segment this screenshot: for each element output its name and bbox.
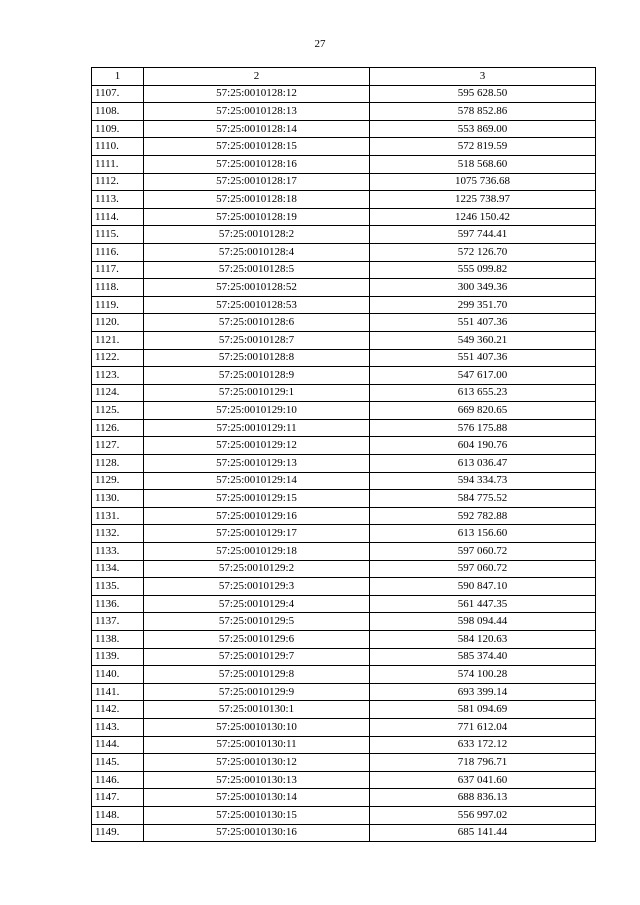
cadastral-number-cell: 57:25:0010129:6 bbox=[144, 631, 370, 649]
cadastral-number-cell: 57:25:0010128:14 bbox=[144, 120, 370, 138]
value-cell: 1225 738.97 bbox=[370, 191, 596, 209]
row-number-cell: 1113. bbox=[92, 191, 144, 209]
cadastral-number-cell: 57:25:0010129:17 bbox=[144, 525, 370, 543]
cadastral-number-cell: 57:25:0010129:14 bbox=[144, 472, 370, 490]
value-cell: 597 744.41 bbox=[370, 226, 596, 244]
cadastral-number-cell: 57:25:0010129:16 bbox=[144, 507, 370, 525]
row-number-cell: 1149. bbox=[92, 824, 144, 842]
value-cell: 613 655.23 bbox=[370, 384, 596, 402]
value-cell: 590 847.10 bbox=[370, 578, 596, 596]
cadastral-number-cell: 57:25:0010130:15 bbox=[144, 806, 370, 824]
cadastral-number-cell: 57:25:0010129:12 bbox=[144, 437, 370, 455]
row-number-cell: 1107. bbox=[92, 85, 144, 103]
cadastral-number-cell: 57:25:0010128:5 bbox=[144, 261, 370, 279]
table-row bbox=[92, 648, 596, 666]
cadastral-value-table bbox=[91, 67, 596, 842]
table-row bbox=[92, 261, 596, 279]
row-number-cell: 1111. bbox=[92, 155, 144, 173]
table-row bbox=[92, 718, 596, 736]
value-cell: 581 094.69 bbox=[370, 701, 596, 719]
table-row bbox=[92, 824, 596, 842]
cadastral-number-cell: 57:25:0010128:6 bbox=[144, 314, 370, 332]
row-number-cell: 1109. bbox=[92, 120, 144, 138]
cadastral-number-cell: 57:25:0010128:53 bbox=[144, 296, 370, 314]
row-number-cell: 1120. bbox=[92, 314, 144, 332]
table-row bbox=[92, 754, 596, 772]
row-number-cell: 1137. bbox=[92, 613, 144, 631]
table-row bbox=[92, 226, 596, 244]
row-number-cell: 1144. bbox=[92, 736, 144, 754]
table-row bbox=[92, 155, 596, 173]
value-cell: 688 836.13 bbox=[370, 789, 596, 807]
cadastral-number-cell: 57:25:0010128:7 bbox=[144, 331, 370, 349]
row-number-cell: 1121. bbox=[92, 331, 144, 349]
table-row bbox=[92, 419, 596, 437]
table-row bbox=[92, 507, 596, 525]
value-cell: 598 094.44 bbox=[370, 613, 596, 631]
cadastral-number-cell: 57:25:0010128:19 bbox=[144, 208, 370, 226]
cadastral-number-cell: 57:25:0010130:16 bbox=[144, 824, 370, 842]
table-row bbox=[92, 525, 596, 543]
value-cell: 669 820.65 bbox=[370, 402, 596, 420]
cadastral-number-cell: 57:25:0010130:13 bbox=[144, 771, 370, 789]
value-cell: 556 997.02 bbox=[370, 806, 596, 824]
cadastral-number-cell: 57:25:0010130:12 bbox=[144, 754, 370, 772]
table-row bbox=[92, 437, 596, 455]
table-row bbox=[92, 490, 596, 508]
cadastral-number-cell: 57:25:0010128:12 bbox=[144, 85, 370, 103]
table-row bbox=[92, 578, 596, 596]
value-cell: 613 036.47 bbox=[370, 455, 596, 473]
value-cell: 553 869.00 bbox=[370, 120, 596, 138]
table-row bbox=[92, 173, 596, 191]
cadastral-number-cell: 57:25:0010129:5 bbox=[144, 613, 370, 631]
row-number-cell: 1118. bbox=[92, 279, 144, 297]
cadastral-number-cell: 57:25:0010128:18 bbox=[144, 191, 370, 209]
table-row bbox=[92, 384, 596, 402]
value-cell: 549 360.21 bbox=[370, 331, 596, 349]
cadastral-number-cell: 57:25:0010128:13 bbox=[144, 103, 370, 121]
value-cell: 572 126.70 bbox=[370, 243, 596, 261]
cadastral-number-cell: 57:25:0010128:52 bbox=[144, 279, 370, 297]
cadastral-number-cell: 57:25:0010128:16 bbox=[144, 155, 370, 173]
row-number-cell: 1129. bbox=[92, 472, 144, 490]
table-row bbox=[92, 806, 596, 824]
cadastral-number-cell: 57:25:0010129:11 bbox=[144, 419, 370, 437]
cadastral-number-cell: 57:25:0010129:2 bbox=[144, 560, 370, 578]
value-cell: 604 190.76 bbox=[370, 437, 596, 455]
value-cell: 585 374.40 bbox=[370, 648, 596, 666]
table-row bbox=[92, 279, 596, 297]
row-number-cell: 1135. bbox=[92, 578, 144, 596]
table-row bbox=[92, 771, 596, 789]
value-cell: 1075 736.68 bbox=[370, 173, 596, 191]
table-row bbox=[92, 208, 596, 226]
row-number-cell: 1142. bbox=[92, 701, 144, 719]
row-number-cell: 1116. bbox=[92, 243, 144, 261]
row-number-cell: 1125. bbox=[92, 402, 144, 420]
table-row bbox=[92, 367, 596, 385]
value-cell: 584 775.52 bbox=[370, 490, 596, 508]
row-number-cell: 1136. bbox=[92, 595, 144, 613]
cadastral-number-cell: 57:25:0010128:8 bbox=[144, 349, 370, 367]
cadastral-number-cell: 57:25:0010129:7 bbox=[144, 648, 370, 666]
table-row bbox=[92, 666, 596, 684]
table-row bbox=[92, 455, 596, 473]
value-cell: 551 407.36 bbox=[370, 349, 596, 367]
table-row bbox=[92, 349, 596, 367]
cadastral-number-cell: 57:25:0010128:17 bbox=[144, 173, 370, 191]
row-number-cell: 1124. bbox=[92, 384, 144, 402]
value-cell: 633 172.12 bbox=[370, 736, 596, 754]
cadastral-number-cell: 57:25:0010128:4 bbox=[144, 243, 370, 261]
table-row bbox=[92, 120, 596, 138]
cadastral-number-cell: 57:25:0010128:2 bbox=[144, 226, 370, 244]
cadastral-number-cell: 57:25:0010130:1 bbox=[144, 701, 370, 719]
value-cell: 518 568.60 bbox=[370, 155, 596, 173]
value-cell: 555 099.82 bbox=[370, 261, 596, 279]
table-row bbox=[92, 296, 596, 314]
row-number-cell: 1126. bbox=[92, 419, 144, 437]
row-number-cell: 1148. bbox=[92, 806, 144, 824]
row-number-cell: 1131. bbox=[92, 507, 144, 525]
row-number-cell: 1139. bbox=[92, 648, 144, 666]
cadastral-number-cell: 57:25:0010130:11 bbox=[144, 736, 370, 754]
value-cell: 771 612.04 bbox=[370, 718, 596, 736]
row-number-cell: 1115. bbox=[92, 226, 144, 244]
table-row bbox=[92, 701, 596, 719]
value-cell: 1246 150.42 bbox=[370, 208, 596, 226]
value-cell: 693 399.14 bbox=[370, 683, 596, 701]
value-cell: 572 819.59 bbox=[370, 138, 596, 156]
value-cell: 597 060.72 bbox=[370, 543, 596, 561]
value-cell: 574 100.28 bbox=[370, 666, 596, 684]
table-row bbox=[92, 595, 596, 613]
row-number-cell: 1138. bbox=[92, 631, 144, 649]
table-row bbox=[92, 191, 596, 209]
value-cell: 578 852.86 bbox=[370, 103, 596, 121]
table-row bbox=[92, 402, 596, 420]
column-header-index: 1 bbox=[92, 68, 144, 86]
row-number-cell: 1146. bbox=[92, 771, 144, 789]
table-row bbox=[92, 314, 596, 332]
value-cell: 547 617.00 bbox=[370, 367, 596, 385]
row-number-cell: 1145. bbox=[92, 754, 144, 772]
row-number-cell: 1117. bbox=[92, 261, 144, 279]
table-body bbox=[92, 85, 596, 842]
value-cell: 300 349.36 bbox=[370, 279, 596, 297]
table-row bbox=[92, 543, 596, 561]
value-cell: 576 175.88 bbox=[370, 419, 596, 437]
cadastral-number-cell: 57:25:0010130:14 bbox=[144, 789, 370, 807]
table-row bbox=[92, 243, 596, 261]
row-number-cell: 1134. bbox=[92, 560, 144, 578]
value-cell: 718 796.71 bbox=[370, 754, 596, 772]
row-number-cell: 1133. bbox=[92, 543, 144, 561]
row-number-cell: 1108. bbox=[92, 103, 144, 121]
cadastral-number-cell: 57:25:0010128:15 bbox=[144, 138, 370, 156]
table-row bbox=[92, 560, 596, 578]
row-number-cell: 1110. bbox=[92, 138, 144, 156]
value-cell: 613 156.60 bbox=[370, 525, 596, 543]
table-row bbox=[92, 331, 596, 349]
cadastral-number-cell: 57:25:0010129:1 bbox=[144, 384, 370, 402]
cadastral-number-cell: 57:25:0010129:10 bbox=[144, 402, 370, 420]
row-number-cell: 1143. bbox=[92, 718, 144, 736]
row-number-cell: 1123. bbox=[92, 367, 144, 385]
table-row bbox=[92, 138, 596, 156]
table-row bbox=[92, 613, 596, 631]
cadastral-number-cell: 57:25:0010129:8 bbox=[144, 666, 370, 684]
cadastral-number-cell: 57:25:0010128:9 bbox=[144, 367, 370, 385]
row-number-cell: 1119. bbox=[92, 296, 144, 314]
cadastral-number-cell: 57:25:0010129:4 bbox=[144, 595, 370, 613]
cadastral-number-cell: 57:25:0010129:9 bbox=[144, 683, 370, 701]
row-number-cell: 1122. bbox=[92, 349, 144, 367]
value-cell: 597 060.72 bbox=[370, 560, 596, 578]
table-header-row bbox=[92, 68, 596, 86]
cadastral-number-cell: 57:25:0010129:13 bbox=[144, 455, 370, 473]
value-cell: 584 120.63 bbox=[370, 631, 596, 649]
value-cell: 551 407.36 bbox=[370, 314, 596, 332]
table-row bbox=[92, 683, 596, 701]
table-row bbox=[92, 472, 596, 490]
value-cell: 637 041.60 bbox=[370, 771, 596, 789]
row-number-cell: 1127. bbox=[92, 437, 144, 455]
row-number-cell: 1141. bbox=[92, 683, 144, 701]
page-number: 27 bbox=[314, 38, 326, 50]
value-cell: 685 141.44 bbox=[370, 824, 596, 842]
row-number-cell: 1114. bbox=[92, 208, 144, 226]
table-row bbox=[92, 103, 596, 121]
cadastral-number-cell: 57:25:0010129:3 bbox=[144, 578, 370, 596]
cadastral-number-cell: 57:25:0010129:18 bbox=[144, 543, 370, 561]
row-number-cell: 1140. bbox=[92, 666, 144, 684]
table-row bbox=[92, 789, 596, 807]
cadastral-number-cell: 57:25:0010129:15 bbox=[144, 490, 370, 508]
value-cell: 561 447.35 bbox=[370, 595, 596, 613]
row-number-cell: 1112. bbox=[92, 173, 144, 191]
column-header-cadastral-number: 2 bbox=[144, 68, 370, 86]
row-number-cell: 1147. bbox=[92, 789, 144, 807]
row-number-cell: 1130. bbox=[92, 490, 144, 508]
value-cell: 592 782.88 bbox=[370, 507, 596, 525]
row-number-cell: 1128. bbox=[92, 455, 144, 473]
column-header-value: 3 bbox=[370, 68, 596, 86]
table-row bbox=[92, 631, 596, 649]
value-cell: 594 334.73 bbox=[370, 472, 596, 490]
value-cell: 299 351.70 bbox=[370, 296, 596, 314]
row-number-cell: 1132. bbox=[92, 525, 144, 543]
table-row bbox=[92, 736, 596, 754]
table-row bbox=[92, 85, 596, 103]
cadastral-number-cell: 57:25:0010130:10 bbox=[144, 718, 370, 736]
value-cell: 595 628.50 bbox=[370, 85, 596, 103]
